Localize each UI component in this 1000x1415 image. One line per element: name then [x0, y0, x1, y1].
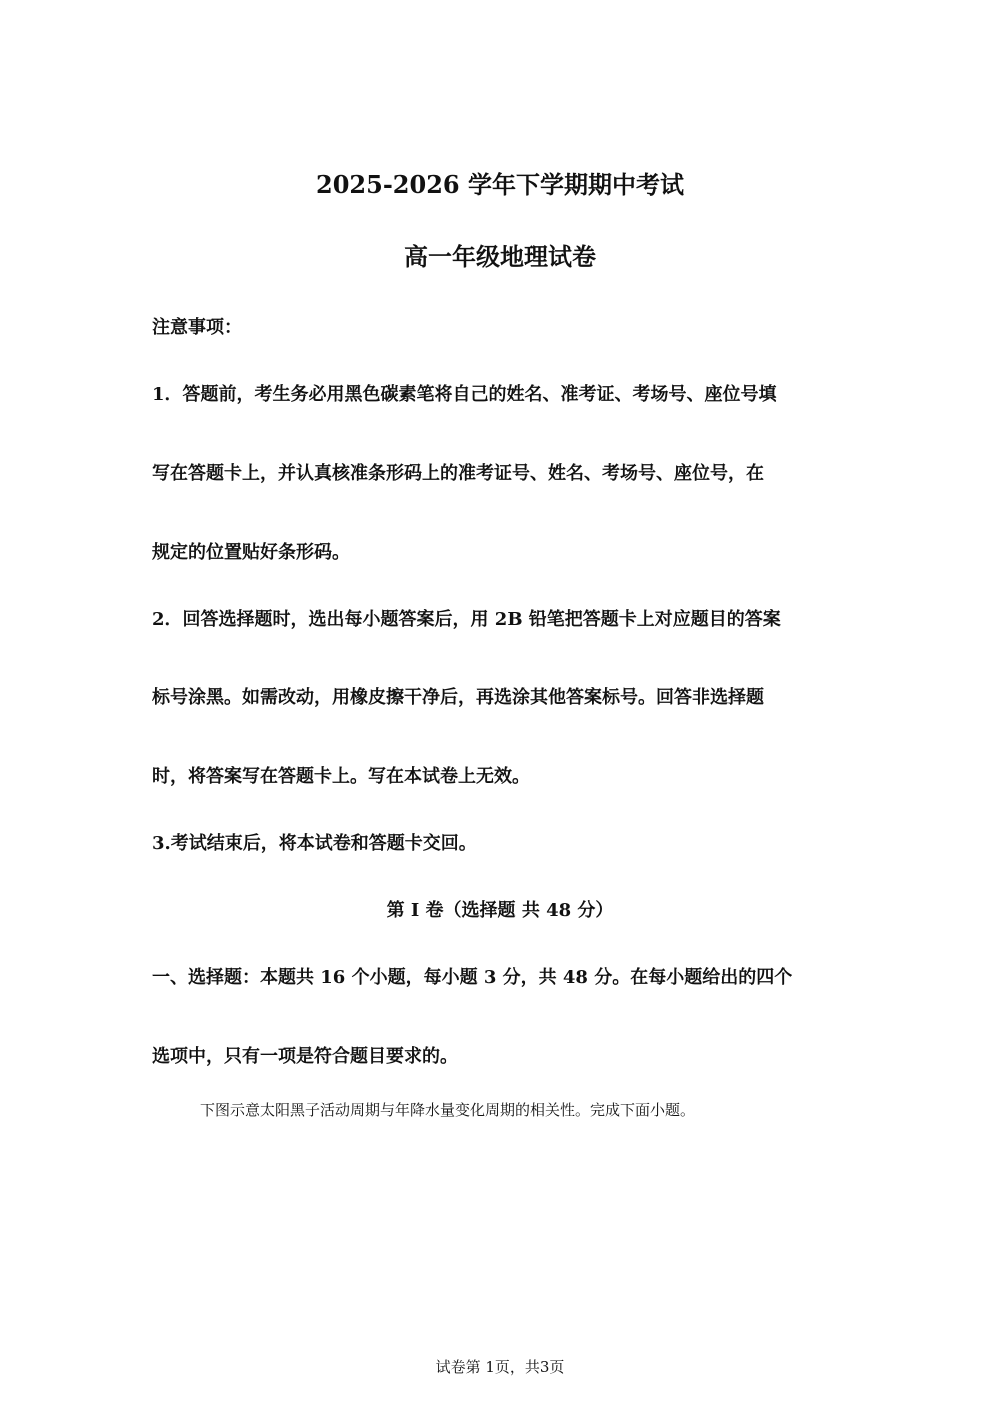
exam-title: 2025-2026 学年下学期期中考试 [316, 170, 684, 199]
notice-line: 规定的位置贴好条形码。 [152, 542, 350, 563]
exam-subtitle: 高一年级地理试卷 [404, 242, 596, 271]
section-title: 第 I 卷（选择题 共 48 分） [386, 900, 614, 921]
section-instruction-line: 选项中，只有一项是符合题目要求的。 [152, 1046, 458, 1067]
notice-line: 标号涂黑。如需改动，用橡皮擦干净后，再选涂其他答案标号。回答非选择题 [152, 687, 764, 708]
page-footer: 试卷第 1页，共3页 [435, 1358, 565, 1376]
question-intro: 下图示意太阳黑子活动周期与年降水量变化周期的相关性。完成下面小题。 [200, 1101, 696, 1119]
notice-heading: 注意事项： [152, 317, 242, 338]
notice-line: 2．回答选择题时，选出每小题答案后，用 2B 铅笔把答题卡上对应题目的答案 [152, 609, 781, 630]
section-instruction-line: 一、选择题：本题共 16 个小题，每小题 3 分，共 48 分。在每小题给出的四个 [152, 967, 793, 988]
notice-line: 时，将答案写在答题卡上。写在本试卷上无效。 [152, 766, 530, 787]
notice-line: 写在答题卡上，并认真核准条形码上的准考证号、姓名、考场号、座位号，在 [152, 463, 764, 484]
notice-line: 3.考试结束后，将本试卷和答题卡交回。 [152, 833, 477, 854]
notice-line: 1．答题前，考生务必用黑色碳素笔将自己的姓名、准考证、考场号、座位号填 [152, 384, 777, 405]
